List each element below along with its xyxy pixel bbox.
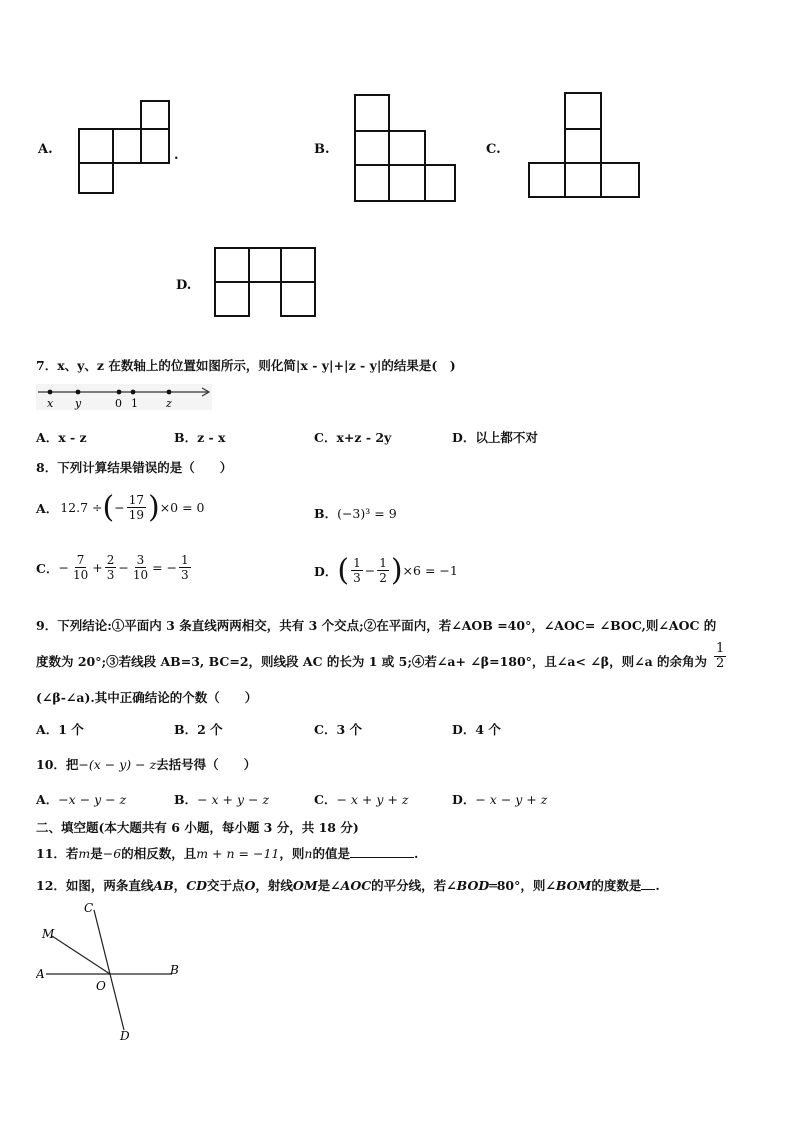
q9-fraction: $\frac{1}{2}$ <box>716 641 725 671</box>
point-zero <box>117 390 122 395</box>
section-2-title: 二、填空题(本大题共有 6 小题，每小题 3 分，共 18 分) <box>36 820 359 835</box>
q8-option-b: B． (−3)³ = 9 <box>314 505 397 521</box>
answer-blank[interactable] <box>350 845 414 858</box>
label-zero: 0 <box>115 397 122 410</box>
q10-option-a: A．−x − y − z <box>36 792 127 807</box>
point-label-c: C <box>84 901 94 915</box>
point-label-o: O <box>96 979 106 993</box>
question-9-line-1: 9．下列结论:①平面内 3 条直线两两相交，共有 3 个交点;②在平面内，若∠AOB =40°，∠AOC= ∠BOC,则∠AOC 的 <box>36 618 717 633</box>
ray-om <box>52 936 110 974</box>
point-one <box>131 390 136 395</box>
label-y: y <box>75 397 82 410</box>
label-x: x <box>47 397 54 410</box>
intersecting-lines-figure <box>36 898 196 1043</box>
q8-option-a: A． 12.7 ÷ ( − $\frac{17}{19}$ ) ×0 = 0 <box>36 490 205 525</box>
q10-option-c: C．− x + y + z <box>314 792 409 807</box>
q10-option-d: D．− x − y + z <box>452 792 548 807</box>
label-z: z <box>166 397 172 410</box>
point-label-d: D <box>120 1029 130 1043</box>
point-z <box>167 390 172 395</box>
question-8-text: 8．下列计算结果错误的是（ ） <box>36 460 233 475</box>
option-a-period: . <box>174 148 179 163</box>
option-c-label: C. <box>486 142 501 157</box>
number-line-figure <box>36 384 216 412</box>
answer-blank-12[interactable] <box>641 877 655 890</box>
q9-option-a: A．1 个 <box>36 722 84 737</box>
q9-option-d: D．4 个 <box>452 722 501 737</box>
option-a-label: A. <box>38 142 53 157</box>
point-x <box>48 390 53 395</box>
q7-option-b: B．z - x <box>174 430 226 445</box>
question-9-line-3: (∠β-∠a).其中正确结论的个数（ ） <box>36 690 258 705</box>
q9-option-c: C．3 个 <box>314 722 362 737</box>
option-b-label: B. <box>314 142 330 157</box>
line-cd <box>94 910 124 1030</box>
label-one: 1 <box>131 397 138 410</box>
q8-option-c: C． − $\frac{7}{10}$ + $\frac{2}{3}$ − $\frac{3}{10}$ = − $\frac{1}{3}$ <box>36 553 189 582</box>
question-10-text: 10．把−(x − y) − z去括号得（ ） <box>36 757 257 772</box>
q10-option-b: B．− x + y − z <box>174 792 270 807</box>
question-9-line-2: 度数为 20°;③若线段 AB=3, BC=2，则线段 AC 的长为 1 或 5;④若∠a+ ∠β=180°，且∠a< ∠β，则∠a 的余角为 <box>36 654 708 669</box>
q7-option-d: D．以上都不对 <box>452 430 538 445</box>
question-12-text: 12．如图，两条直线AB，CD交于点O，射线OM是∠AOC的平分线，若∠BOD═80°，则∠BOM的度数是 . <box>36 878 660 893</box>
option-d-label: D. <box>176 278 192 293</box>
q7-option-c: C．x+z - 2y <box>314 430 392 445</box>
q7-option-a: A．x - z <box>36 430 87 445</box>
question-11-text: 11．若m是−6的相反数，且m + n = −11，则n的值是 . <box>36 846 419 861</box>
point-label-b: B <box>170 963 179 977</box>
point-label-a: A <box>36 967 45 981</box>
point-label-m: M <box>42 927 55 941</box>
q8-option-d: D． ( $\frac{1}{3}$ − $\frac{1}{2}$ ) ×6 = −1 <box>314 553 458 588</box>
q9-option-b: B．2 个 <box>174 722 223 737</box>
question-7-text: 7．x、y、z 在数轴上的位置如图所示，则化简|x - y|+|z - y|的结果是( ) <box>36 358 456 373</box>
point-y <box>76 390 81 395</box>
